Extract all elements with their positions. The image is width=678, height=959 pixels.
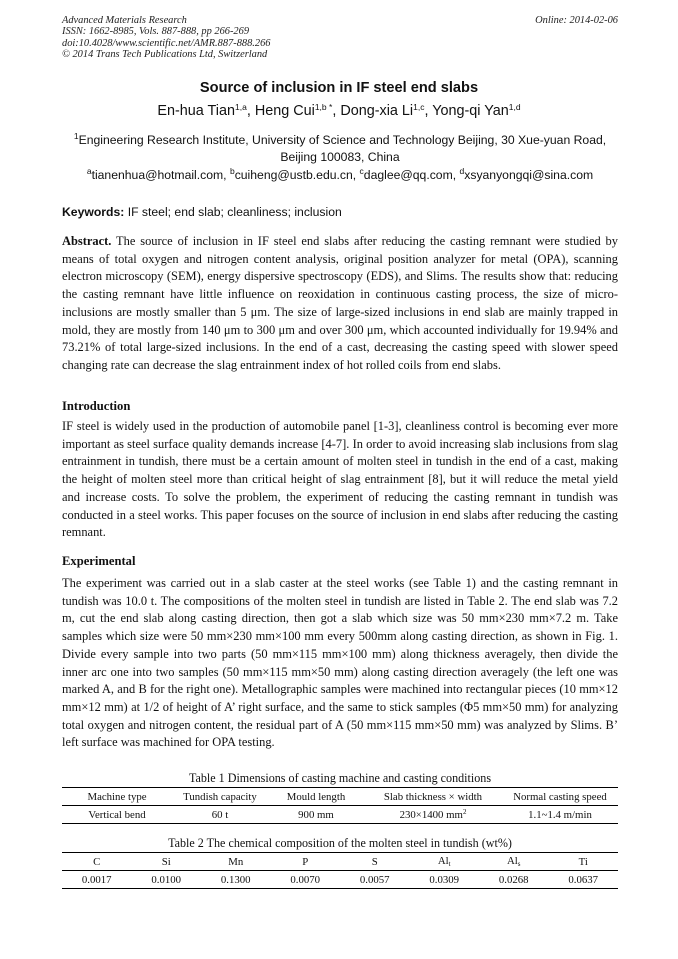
table2-caption: Table 2 The chemical composition of the molten steel in tundish (wt%) — [168, 836, 512, 850]
author-list: En-hua Tian$^{1,a}$, Heng Cui$^{1,b *}$, Dong-xia Li$^{1,c}$, Yong-qi Yan$^{1,d}$ — [157, 102, 521, 119]
affiliation — [62, 132, 618, 166]
element-symbol: Ti — [578, 855, 588, 868]
doi-line: doi:10.4028/www.scientific.net/AMR.887-888.266 — [62, 37, 271, 49]
journal-name: Advanced Materials Research — [62, 15, 187, 26]
email-mark: b — [229, 166, 235, 176]
element-symbol: Al — [506, 855, 518, 867]
keywords — [62, 205, 618, 219]
issn-line: ISSN: 1662-8985, Vols. 887-888, pp 266-269 — [62, 26, 250, 38]
introduction-heading: Introduction — [62, 399, 131, 413]
email-link[interactable]: xsyanyongqi@sina.com — [464, 168, 594, 182]
table1-header: Mould length — [268, 788, 364, 806]
abstract-label: Abstract. — [62, 234, 112, 248]
abstract — [62, 233, 618, 375]
table1-caption: Table 1 Dimensions of casting machine and casting conditions — [188, 771, 492, 785]
author-name: Heng Cui — [254, 103, 315, 119]
journal-header — [62, 15, 618, 61]
table1-header: Slab thickness × width — [364, 788, 502, 806]
table-row — [62, 806, 618, 824]
element-symbol: P — [302, 855, 309, 868]
author-mark: 1,c — [413, 102, 425, 112]
email-link[interactable]: tianenhua@hotmail.com, — [91, 168, 227, 182]
paper-title: Source of inclusion in IF steel end slabs — [199, 80, 479, 96]
table2-header — [201, 853, 271, 871]
table1-header: Normal casting speed — [502, 788, 618, 806]
email-mark: a — [86, 166, 92, 176]
author-mark: 1,a — [235, 102, 247, 112]
table1-cell: 60 t — [172, 806, 268, 824]
email-link[interactable]: daglee@qq.com, — [363, 168, 457, 182]
slab-size-value: 230×1400 mm — [399, 809, 463, 821]
experimental-text: The experiment was carried out in a slab caster at the steel works (see Table 1) and the casting remnant in tundish was 10.0 t. The compositions of the molten steel in tundish are listed in Table 2. The end slab was 7.2 m, cut the end slab along casting direction, then got a slab which size was 50 mm×230 mm×7.2 m. Take samples which size were 50 mm×230 mm×100 mm every 500mm along casting direction, as shown in Fig. 1. Divide every sample into two parts (50 mm×115 mm×100 mm) along thickness averagely, then divide the inner arc one into two samples (50 mm×115 mm×50 mm) along casting direction averagely (the left one was marked A, and B for the right one). Metallographic samples were machined into rectangular pieces (10 mm×12 mm×12 mm) at 1/2 of height of A’ right surface, and the same to stick samples (Φ5 mm×50 mm) for analyzing total oxygen and nitrogen content, the residual part of A (50 mm×115 mm×50 mm) was analyzed by Slims. B’ left surface was machined for OPA testing. — [62, 576, 618, 750]
table1-cell: 1.1~1.4 m/min — [502, 806, 618, 824]
table2-cell: 0.0268 — [479, 871, 549, 889]
table1-cell: Vertical bend — [62, 806, 172, 824]
affiliation-line: Beijing 100083, China — [280, 150, 400, 164]
element-subscript: s — [517, 860, 521, 868]
author-name: Dong-xia Li — [340, 103, 414, 119]
element-symbol: Si — [161, 855, 171, 868]
area-superscript: 2 — [462, 808, 467, 816]
email-mark: d — [459, 166, 465, 176]
table2-cell: 0.0017 — [62, 871, 132, 889]
table2 — [62, 852, 618, 889]
element-symbol: S — [371, 855, 378, 868]
table1-cell: 900 mm — [268, 806, 364, 824]
table2-header — [479, 853, 549, 871]
table1 — [62, 787, 618, 824]
affiliation-mark: 1 — [73, 131, 79, 141]
author-name: En-hua Tian — [157, 103, 235, 119]
table2-header — [271, 853, 341, 871]
table2-cell: 0.0637 — [549, 871, 619, 889]
introduction-text: IF steel is widely used in the production of automobile panel [1-3], cleanliness control is becoming ever more important as steel surface quality demands increase [4-7]. In order to avoid increasing slab inclusions from slag entrainment in tundish, there must be a certain amount of molten steel in tundish in the end of a cast, making the height of molten steel more than critical height of slag entrainment [8], but it will reduce the metal yield and increase costs. To solve the problem, the experiment of reducing the casting remnant in tundish was conducted in a steel works. This paper focuses on the source of inclusion in end slabs after reducing the casting remnant. — [62, 419, 618, 540]
table2-cell: 0.0057 — [340, 871, 410, 889]
table1-header: Machine type — [62, 788, 172, 806]
table-row — [62, 871, 618, 889]
table1-cell — [364, 806, 502, 824]
element-subscript: t — [448, 860, 451, 868]
author-name: Yong-qi Yan — [432, 103, 509, 119]
email-mark: c — [359, 166, 364, 176]
table2-header — [340, 853, 410, 871]
table2-header — [410, 853, 480, 871]
online-date: Online: 2014-02-06 — [535, 15, 618, 26]
experimental-heading: Experimental — [62, 554, 136, 568]
table2-header — [132, 853, 202, 871]
keywords-label: Keywords: — [62, 205, 125, 219]
email-list — [62, 168, 618, 182]
table2-header — [549, 853, 619, 871]
table2-header — [62, 853, 132, 871]
keywords-text: IF steel; end slab; cleanliness; inclusion — [124, 205, 342, 219]
element-symbol: Al — [437, 855, 449, 867]
table1-header: Tundish capacity — [172, 788, 268, 806]
author-mark: 1,d — [508, 102, 521, 112]
email-link[interactable]: cuiheng@ustb.edu.cn, — [234, 168, 357, 182]
affiliation-line: Engineering Research Institute, University of Science and Technology Beijing, 30 Xue-yuan Road, — [78, 133, 607, 147]
abstract-text: The source of inclusion in IF steel end slabs after reducing the casting remnant were studied by means of total oxygen and nitrogen content analysis, original position analyzer for metal (OPA), scanning electron microscopy (SEM), energy dispersive spectroscopy (EDS), and Slims. The results show that: reducing the casting remnant have little influence on reoxidation in continuous casting process, the size of micro-inclusions are mostly smaller than 5 μm. The size of large-sized inclusions in end slab are mainly trapped in mold, they are mostly from 140 μm to 300 μm and over 300 μm, which accounted individually for 19.94% and 73.21% of total large-sized inclusions. In the end of a cast, decreasing the casting speed with slower speed changing rate can decrease the slag entrainment index of hot rolled coils from end slabs. — [62, 234, 618, 372]
table2-cell: 0.0100 — [132, 871, 202, 889]
table2-cell: 0.0309 — [410, 871, 480, 889]
copyright-line: © 2014 Trans Tech Publications Ltd, Switzerland — [62, 49, 268, 61]
element-symbol: Mn — [228, 855, 244, 868]
element-symbol: C — [93, 855, 101, 868]
table2-cell: 0.1300 — [201, 871, 271, 889]
author-mark: 1,b * — [314, 102, 333, 112]
table2-cell: 0.0070 — [271, 871, 341, 889]
